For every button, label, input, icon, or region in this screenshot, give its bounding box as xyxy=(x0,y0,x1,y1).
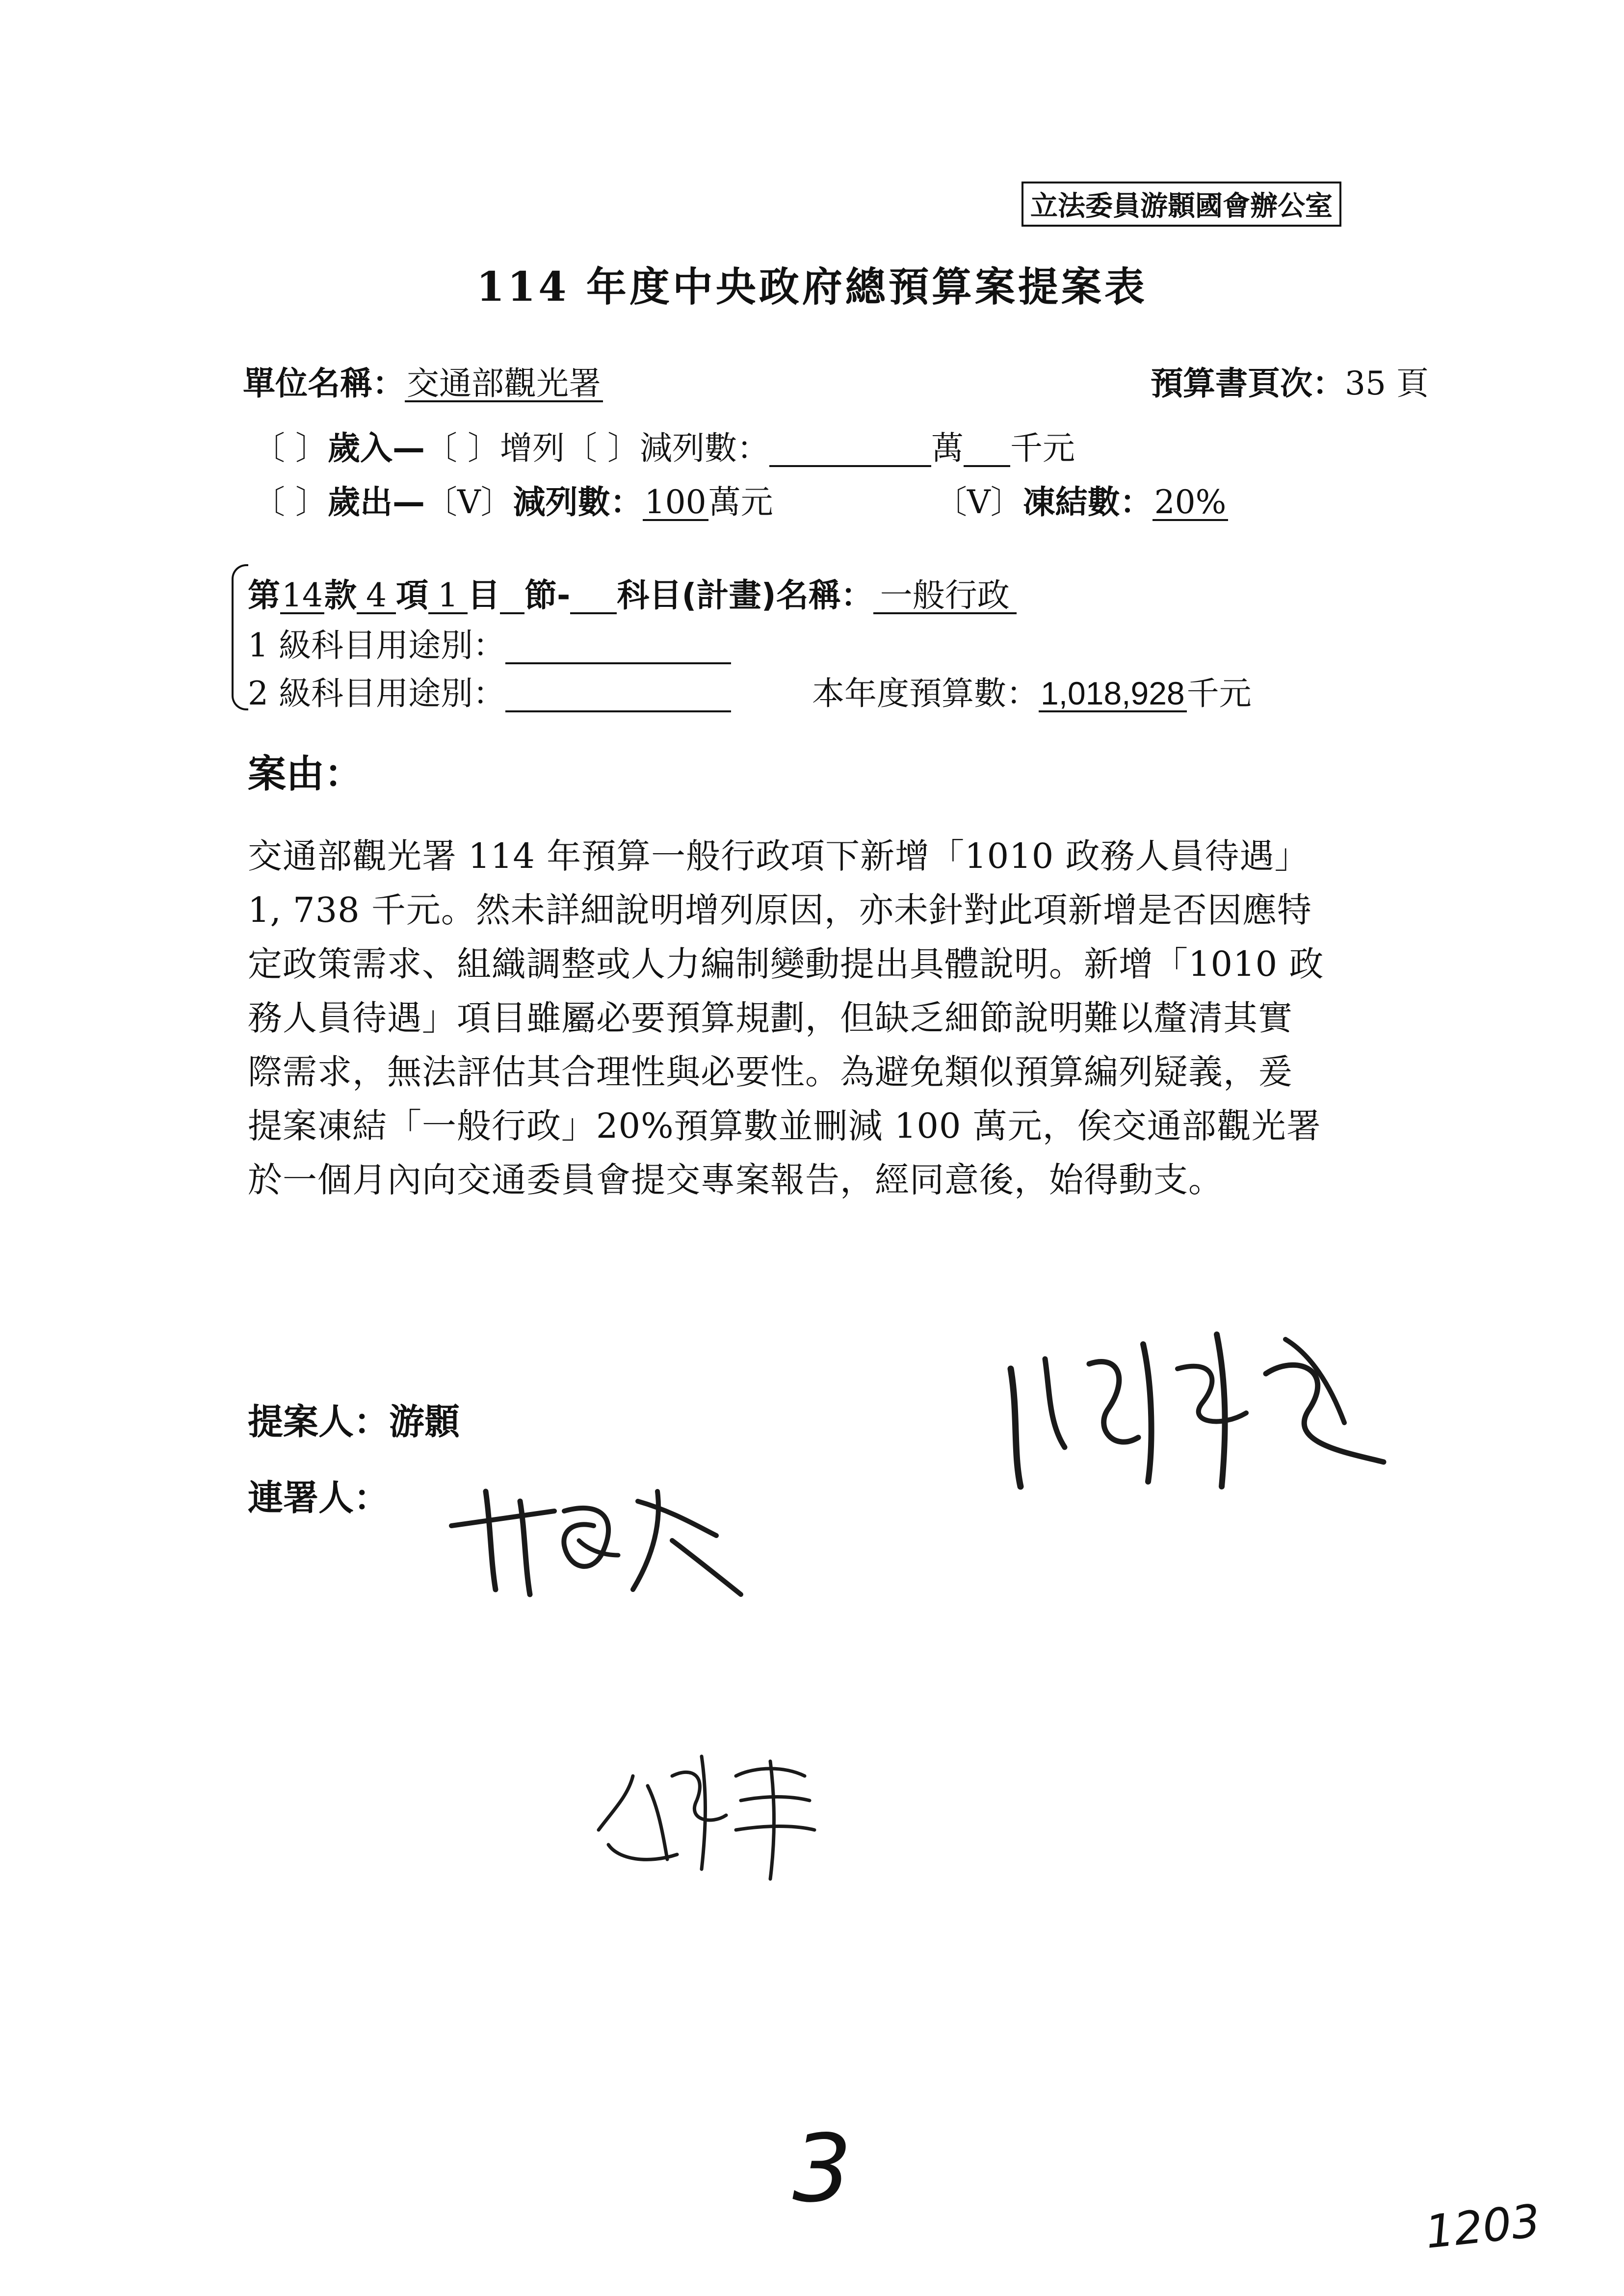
signature-cosigner-1 xyxy=(442,1482,756,1599)
cut-label: 減列數： xyxy=(513,483,643,521)
subject-xiang: 項 xyxy=(396,576,428,614)
level1-label: 1 級科目用途別： xyxy=(248,626,505,664)
level2-blank xyxy=(505,677,731,712)
proposer-label: 提案人： xyxy=(248,1401,390,1442)
reason-line: 1, 738 千元。然未詳細說明增列原因，亦未針對此項新增是否因應特 xyxy=(248,890,1312,930)
freeze-check: 〔V〕 xyxy=(935,483,1023,521)
level2-line xyxy=(248,667,731,714)
reason-line: 務人員待遇」項目雖屬必要預算規劃，但缺乏細節說明難以釐清其實 xyxy=(248,998,1293,1038)
signature-proposer xyxy=(991,1325,1413,1531)
page-number: 3 xyxy=(792,2114,852,2223)
subject-di: 第 xyxy=(248,576,280,614)
subject-blank xyxy=(570,578,617,614)
reason-line: 於一個月內向交通委員會提交專案報告，經同意後，始得動支。 xyxy=(248,1160,1223,1200)
subject-brace xyxy=(232,564,248,710)
reason-line: 定政策需求、組織調整或人力編制變動提出具體說明。新增「1010 政 xyxy=(248,944,1324,984)
cut-unit: 萬元 xyxy=(708,483,773,521)
signature-cosigner-2 xyxy=(589,1747,824,1884)
budget-value: 1,018,928 xyxy=(1039,677,1187,712)
unit-label: 單位名稱： xyxy=(243,365,405,402)
revenue-label: 歲入— xyxy=(327,429,425,467)
cut-check: 〔V〕 xyxy=(424,483,513,521)
budget-label: 本年度預算數： xyxy=(812,675,1039,712)
budget-line xyxy=(812,667,1252,714)
freeze-value: 20% xyxy=(1153,485,1229,521)
subject-jie-blank xyxy=(500,578,524,614)
budget-unit: 千元 xyxy=(1186,675,1252,712)
reason-body xyxy=(248,829,1324,1207)
subject-line xyxy=(248,569,1017,616)
page-ref-value: 35 頁 xyxy=(1345,365,1429,402)
revenue-bracket: 〔 〕 xyxy=(253,429,328,467)
revenue-qian-blank xyxy=(964,431,1010,467)
reason-line: 際需求，無法評估其合理性與必要性。為避免類似預算編列疑義，爰 xyxy=(248,1052,1293,1092)
page-ref xyxy=(1151,357,1429,404)
expenditure-line xyxy=(253,476,773,522)
level1-blank xyxy=(505,628,731,664)
subject-xiang-num: 4 xyxy=(357,578,396,614)
level2-label: 2 級科目用途別： xyxy=(248,675,505,712)
revenue-wan: 萬 xyxy=(931,429,964,467)
revenue-amount-blank xyxy=(769,431,931,467)
freeze-label: 凍結數： xyxy=(1022,483,1153,521)
reason-line: 提案凍結「一般行政」20%預算數並刪減 100 萬元，俟交通部觀光署 xyxy=(248,1106,1321,1146)
unit-value: 交通部觀光署 xyxy=(405,366,603,402)
freeze-line xyxy=(935,476,1228,522)
revenue-line xyxy=(253,422,1075,469)
level1-line xyxy=(248,619,731,666)
expenditure-bracket: 〔 〕 xyxy=(253,483,328,521)
reason-line: 交通部觀光署 114 年預算一般行政項下新增「1010 政務人員待遇」 xyxy=(248,836,1310,876)
page-ref-label: 預算書頁次： xyxy=(1151,365,1345,402)
reason-heading: 案由： xyxy=(248,752,363,796)
subject-mu: 目 xyxy=(468,576,500,614)
revenue-qian: 千元 xyxy=(1010,429,1075,467)
subject-mu-num: 1 xyxy=(428,578,468,614)
proposer xyxy=(248,1393,460,1444)
subject-name-label: 科目(計畫)名稱： xyxy=(617,576,873,614)
office-label: 立法委員游顥國會辦公室 xyxy=(1022,182,1341,227)
proposer-name: 游顥 xyxy=(389,1401,460,1442)
unit-row xyxy=(243,357,603,404)
revenue-increase-label: 〔 〕增列〔 〕減列數： xyxy=(424,429,769,467)
cosigner-label: 連署人： xyxy=(248,1477,390,1518)
subject-jie: 節- xyxy=(524,576,571,614)
subject-kuan: 款 xyxy=(324,576,357,614)
stamp-number: 1203 xyxy=(1423,2194,1543,2259)
cut-value: 100 xyxy=(643,485,708,521)
subject-name-value: 一般行政 xyxy=(873,578,1017,614)
page-title: 114 年度中央政府總預算案提案表 xyxy=(476,263,1148,311)
subject-kuan-num: 14 xyxy=(280,578,324,614)
expenditure-label: 歲出— xyxy=(327,483,425,521)
